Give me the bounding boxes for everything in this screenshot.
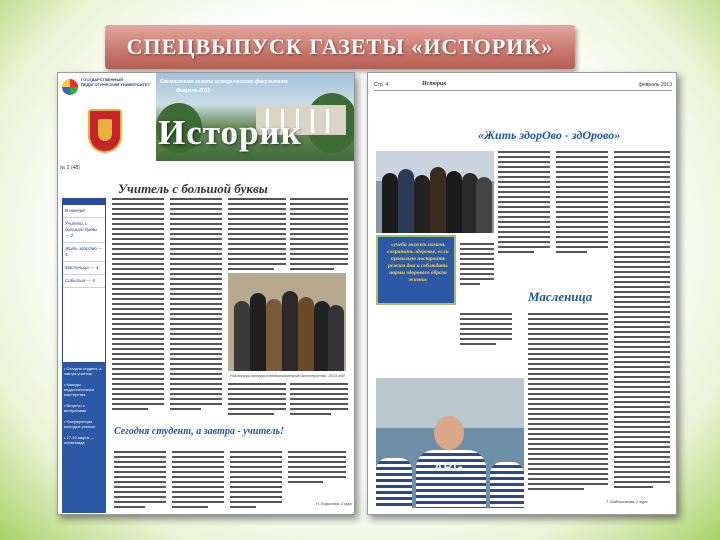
paper-name: Историк	[158, 113, 302, 152]
newspaper-page-left	[57, 72, 355, 515]
shirt-print: ARG	[434, 460, 464, 474]
contents-sidebar	[62, 198, 106, 363]
group-photo	[228, 273, 346, 371]
university-logo-icon	[62, 79, 78, 95]
title-banner	[105, 25, 575, 69]
coat-of-arms-icon	[88, 109, 122, 153]
headline-teacher: Учитель с большой буквы	[118, 181, 268, 196]
headline-maslenitsa: Масленица	[528, 289, 593, 304]
page-header	[374, 79, 672, 91]
announcement-item: • Конкурс педагогического мастерства	[64, 382, 95, 397]
page-number: Стр. 4	[374, 82, 389, 88]
article-column	[172, 451, 224, 511]
article-column	[290, 198, 348, 273]
headline-student: Сегодня студент, а завтра - учитель!	[114, 426, 284, 437]
article-column	[460, 313, 512, 348]
maslenitsa-photo	[376, 378, 524, 508]
header-date: Февраль 2013	[176, 88, 211, 94]
announcement-item: • Конференция молодых ученых	[64, 419, 96, 429]
issue-date: февраль 2013	[638, 82, 672, 88]
announcement-item: • 27-29 марта — олимпиада	[64, 435, 95, 445]
group-photo-winter	[376, 151, 494, 233]
article-column	[170, 198, 222, 413]
article-column	[460, 243, 494, 288]
slide-title: СПЕЦВЫПУСК ГАЗЕТЫ «ИСТОРИК»	[126, 34, 554, 59]
author-signature: Т. Кадочникова, 2 курс	[606, 499, 648, 504]
article-column	[498, 151, 550, 256]
headline-healthy: «Жить здорОво - здОрово»	[478, 128, 621, 142]
article-column	[228, 198, 286, 273]
contents-item: В номере:	[63, 205, 105, 218]
article-column	[528, 313, 608, 493]
article-column	[556, 151, 608, 256]
article-column	[290, 383, 348, 418]
announcement-item: • Сегодня студент, а завтра учитель	[64, 366, 102, 376]
article-column	[114, 451, 166, 511]
logo-panel	[58, 73, 156, 161]
contents-item: Масленица — 4	[63, 262, 105, 275]
university-label: ГОСУДАРСТВЕННЫЙ ПЕДАГОГИЧЕСКИЙ УНИВЕРСИТЕТ	[81, 77, 151, 87]
issue-number: № 2 (48)	[60, 165, 80, 171]
header-line: Ежемесячная газета исторического факультета	[160, 79, 288, 85]
article-column	[228, 383, 286, 418]
masthead	[58, 73, 355, 161]
quote-callout	[376, 235, 456, 305]
contents-item: Жить здорОво — 4	[63, 243, 105, 262]
newspaper-page-right	[367, 72, 677, 515]
announcement-item: • Встречи с ветеранами	[64, 403, 87, 413]
author-signature: Н. Борисова, 2 курс	[316, 501, 353, 506]
paper-name-small: Историк	[422, 81, 447, 87]
article-column	[288, 451, 346, 486]
article-column	[230, 451, 282, 511]
article-column	[614, 151, 670, 491]
announcements-box	[62, 363, 106, 513]
contents-item: События — 4	[63, 275, 105, 288]
contents-item: Учитель с большой буквы — 2	[63, 218, 105, 243]
photo-caption: Участники конкурса педагогического мастерства, 2013 год	[229, 373, 345, 378]
article-column	[112, 198, 164, 413]
quote-text: «учеба может помочь сохранить здоровье, если правильно построить режим дня и соблюдать нормы здорового образа жизни»	[387, 242, 449, 283]
